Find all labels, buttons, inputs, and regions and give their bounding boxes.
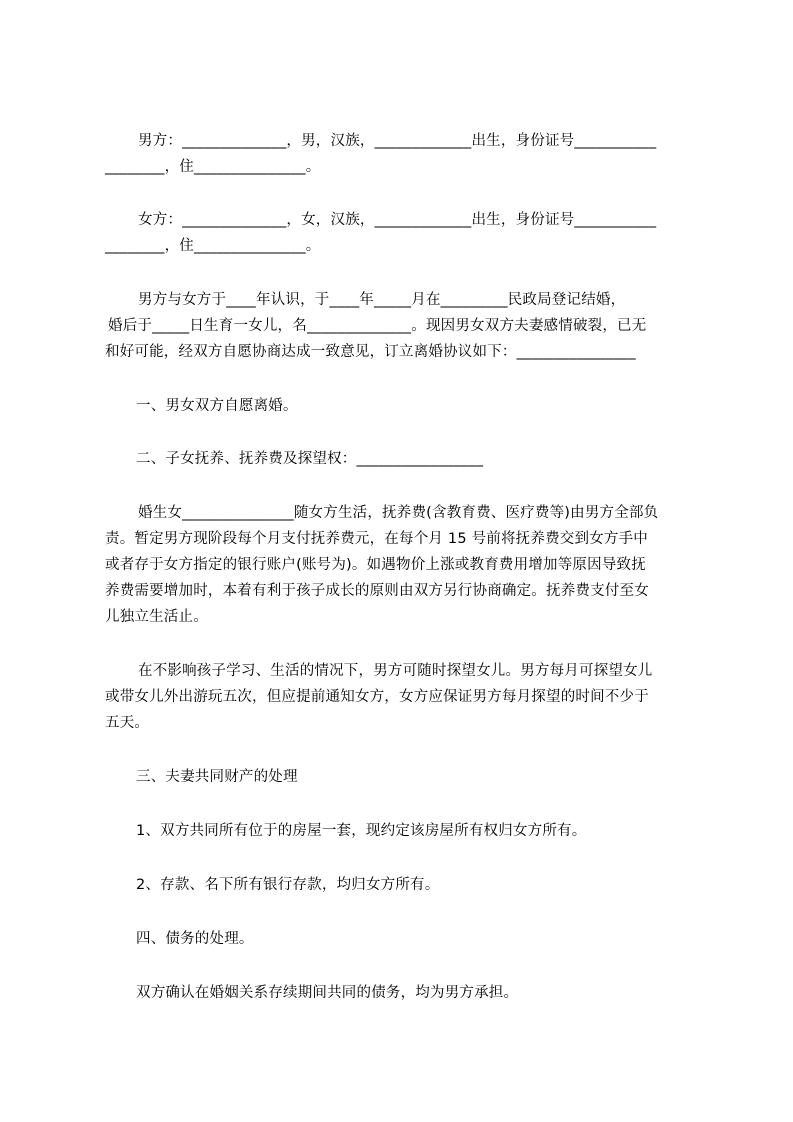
custody-line-3: 或者存于女方指定的银行账户(账号为)。如遇物价上涨或教育费用增加等原因导致抚	[105, 557, 646, 573]
property-item-2: 2、存款、名下所有银行存款，均归女方所有。	[136, 877, 440, 893]
property-item-1: 1、双方共同所有位于的房屋一套，现约定该房屋所有权归女方所有。	[136, 823, 587, 839]
section-4-heading: 四、债务的处理。	[136, 931, 254, 947]
male-party-line-1: 男方：______________，男，汉族，_____________出生，身份证号___________	[138, 133, 657, 149]
custody-line-4: 养费需要增加时，本着有利于孩子成长的原则由双方另行协商确定。抚养费支付至女	[105, 583, 649, 599]
female-party-line-2: ________，住_______________。	[105, 238, 321, 254]
section-2-heading: 二、子女抚养、抚养费及探望权：_________________	[136, 451, 484, 467]
intro-line-3: 和好可能，经双方自愿协商达成一致意见，订立离婚协议如下：________________	[105, 344, 636, 360]
section-1-heading: 一、男女双方自愿离婚。	[136, 398, 298, 414]
intro-line-1: 男方与女方于____年认识，于____年_____月在_________民政局登记结婚，	[138, 292, 626, 308]
visitation-line-1: 在不影响孩子学习、生活的情况下，男方可随时探望女儿。男方每月可探望女儿	[138, 663, 653, 679]
custody-line-1: 婚生女_______________随女方生活，抚养费(含教育费、医疗费等)由男方全部负	[138, 505, 659, 521]
visitation-line-2: 或带女儿外出游玩五次，但应提前通知女方，女方应保证男方每月探望的时间不少于	[105, 689, 649, 705]
visitation-line-3: 五天。	[105, 715, 150, 731]
male-party-line-2: ________，住_______________。	[105, 159, 321, 175]
debt-statement: 双方确认在婚姻关系存续期间共同的债务，均为男方承担。	[136, 985, 519, 1001]
female-party-line-1: 女方：______________，女，汉族，_____________出生，身份证号___________	[138, 212, 657, 228]
custody-line-5: 儿独立生活止。	[105, 609, 208, 625]
intro-line-2: 婚后于_____日生育一女儿，名______________。现因男女双方夫妻感情破裂，已无	[108, 318, 647, 334]
section-3-heading: 三、夫妻共同财产的处理	[136, 769, 298, 785]
custody-line-2: 责。暂定男方现阶段每个月支付抚养费元，在每个月 15 号前将抚养费交到女方手中	[105, 531, 648, 547]
